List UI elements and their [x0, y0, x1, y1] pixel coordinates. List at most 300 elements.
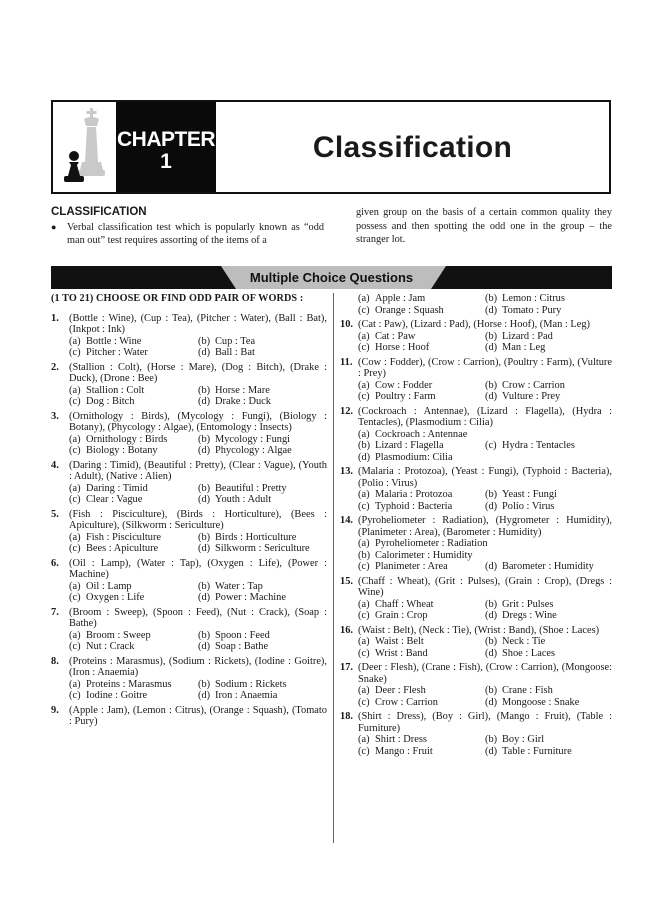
- answer-option: [198, 347, 327, 359]
- options-grid: [358, 599, 612, 622]
- option-text: Grain : Crop: [375, 610, 428, 621]
- question-number: 14.: [340, 515, 353, 526]
- option-letter: (d): [485, 500, 498, 512]
- option-letter: (c): [358, 610, 370, 621]
- option-text: Grit : Pulses: [502, 598, 554, 610]
- answer-option: [485, 391, 612, 403]
- answer-option: [358, 489, 485, 501]
- answer-option: [69, 494, 198, 506]
- left-question-list: [51, 313, 327, 728]
- answer-option: [485, 636, 612, 648]
- answer-option: [198, 434, 327, 446]
- option-text: Waist : Belt: [375, 636, 424, 647]
- option-letter: (c): [69, 690, 81, 701]
- option-letter: (d): [485, 304, 498, 316]
- answer-option: [358, 380, 485, 392]
- options-grid: [69, 385, 327, 408]
- option-text: Poultry : Farm: [375, 391, 436, 402]
- option-text: Power : Machine: [215, 592, 286, 603]
- answer-option: [358, 501, 485, 513]
- chapter-number: 1: [160, 150, 172, 173]
- question-text: (Waist : Belt), (Neck : Tie), (Wrist : Band), (Shoe : Laces): [358, 624, 600, 636]
- option-text: Bottle : Wine: [86, 335, 142, 347]
- answer-option: [198, 690, 327, 702]
- answer-option: [358, 561, 485, 573]
- question-number: 15.: [340, 575, 353, 587]
- question-item: [51, 705, 327, 728]
- option-text: Pyroheliometer : Radiation: [375, 538, 488, 549]
- options-grid: [69, 434, 327, 457]
- options-grid: [69, 532, 327, 555]
- answer-option: [358, 636, 485, 648]
- option-text: Drake : Duck: [215, 396, 271, 407]
- answer-option: [358, 648, 485, 660]
- bullet-icon: ●: [51, 221, 57, 232]
- answer-option: [485, 305, 612, 317]
- answer-option: [198, 494, 327, 506]
- question-number: 18.: [340, 711, 353, 722]
- options-row: [358, 429, 612, 441]
- option-text: Planimeter : Area: [375, 561, 448, 572]
- question-item: [340, 662, 612, 708]
- option-text: Silkworm : Sericulture: [215, 543, 310, 554]
- answer-option: [198, 532, 327, 544]
- option-letter: (b): [198, 580, 211, 592]
- answer-option: [69, 532, 198, 544]
- option-text: Iron : Anaemia: [215, 690, 278, 701]
- answer-option: [485, 440, 612, 452]
- question-item: [51, 313, 327, 359]
- question-item: [340, 576, 612, 622]
- question-number: 5.: [51, 508, 59, 520]
- option-text: Soap : Bathe: [215, 641, 269, 652]
- option-text: Proteins : Marasmus: [86, 678, 172, 690]
- answer-option: [198, 679, 327, 691]
- option-letter: (d): [198, 592, 211, 603]
- options-row: [358, 440, 612, 452]
- option-letter: (a): [358, 293, 370, 304]
- option-text: Orange : Squash: [375, 304, 444, 316]
- option-letter: (b): [198, 335, 211, 347]
- answer-option: [69, 543, 198, 555]
- option-letter: (a): [358, 598, 370, 610]
- question-text: (Ornithology : Birds), (Mycology : Fungi), (Biology : Botany), (Phycology : Algae), (Entomology : Insects): [69, 410, 327, 433]
- option-letter: (c): [358, 342, 370, 353]
- question-text: (Malaria : Protozoa), (Yeast : Fungi), (Typhoid : Bacteria), (Polio : Virus): [358, 466, 612, 489]
- option-text: Cockroach : Antennae: [375, 428, 468, 440]
- option-letter: (a): [358, 685, 370, 696]
- option-letter: (d): [198, 641, 211, 652]
- option-letter: (c): [358, 304, 370, 316]
- options-grid: [358, 489, 612, 512]
- question-number: 10.: [340, 319, 353, 330]
- question-text: (Stallion : Colt), (Horse : Mare), (Dog : Bitch), (Drake : Duck), (Drone : Bee): [69, 361, 327, 384]
- intro-left: [51, 206, 324, 248]
- options-grid: [69, 581, 327, 604]
- option-text: Tomato : Pury: [502, 304, 562, 316]
- options-row: [358, 538, 612, 550]
- option-text: Youth : Adult: [215, 494, 272, 505]
- option-text: Daring : Timid: [86, 482, 148, 494]
- option-letter: (b): [198, 433, 211, 445]
- answer-option: [69, 385, 198, 397]
- option-letter: (d): [198, 494, 211, 505]
- option-letter: (b): [198, 531, 211, 543]
- answer-option: [358, 734, 485, 746]
- answer-option: [198, 641, 327, 653]
- option-text: Nut : Crack: [86, 641, 135, 652]
- question-text: (Apple : Jam), (Lemon : Citrus), (Orange : Squash), (Tomato : Pury): [69, 704, 327, 727]
- option-letter: (b): [358, 440, 371, 451]
- answer-option: [198, 581, 327, 593]
- option-letter: (d): [485, 391, 498, 402]
- answer-option: [358, 697, 485, 709]
- answer-option: [69, 445, 198, 457]
- option-text: Table : Furniture: [502, 745, 572, 757]
- question-item: [51, 411, 327, 457]
- option-text: Iodine : Goitre: [86, 690, 148, 701]
- option-text: Man : Leg: [502, 342, 546, 353]
- option-letter: (d): [485, 696, 498, 708]
- question-item: [340, 711, 612, 757]
- option-letter: (d): [198, 690, 211, 701]
- section-heading: (1 TO 21) CHOOSE OR FIND ODD PAIR OF WORDS :: [51, 293, 304, 304]
- question-item: [340, 406, 612, 464]
- option-letter: (c): [358, 696, 370, 708]
- option-letter: (a): [358, 330, 370, 342]
- answer-option: [69, 679, 198, 691]
- question-number: 7.: [51, 606, 59, 618]
- option-letter: (b): [485, 734, 498, 745]
- option-letter: (c): [69, 494, 81, 505]
- answer-option: [69, 641, 198, 653]
- question-item: [51, 509, 327, 555]
- options-row: [358, 561, 612, 573]
- intro-right: given group on the basis of a certain common quality they possess and then spotting the odd one in the group – the stranger lot.: [356, 207, 612, 245]
- option-text: Biology : Botany: [86, 445, 158, 456]
- answer-option: [485, 746, 612, 758]
- option-text: Polio : Virus: [502, 500, 555, 512]
- answer-option: [485, 380, 612, 392]
- option-text: Mycology : Fungi: [215, 433, 291, 445]
- options-row: [358, 452, 612, 464]
- option-letter: (c): [69, 543, 81, 554]
- answer-option: [198, 445, 327, 457]
- option-letter: (a): [69, 531, 81, 543]
- question-number: 3.: [51, 410, 59, 422]
- option-text: Horse : Hoof: [375, 342, 430, 353]
- option-letter: (a): [358, 734, 370, 745]
- option-text: Typhoid : Bacteria: [375, 500, 453, 512]
- option-text: Spoon : Feed: [215, 629, 270, 641]
- option-text: Lizard : Pad: [502, 330, 553, 342]
- answer-option: [485, 599, 612, 611]
- option-letter: (a): [358, 538, 370, 549]
- question-number: 16.: [340, 624, 353, 636]
- intro-heading: CLASSIFICATION: [51, 206, 147, 218]
- chapter-title: Classification: [312, 131, 513, 164]
- answer-option: [198, 543, 327, 555]
- option-letter: (c): [358, 561, 370, 572]
- question-text: (Cow : Fodder), (Crow : Carrion), (Poultry : Farm), (Vulture : Prey): [358, 356, 612, 379]
- answer-option: [198, 385, 327, 397]
- answer-option: [69, 690, 198, 702]
- question-item: [51, 362, 327, 408]
- options-grid: [358, 331, 612, 354]
- question-item: [340, 319, 612, 354]
- option-letter: (b): [485, 598, 498, 610]
- answer-option: [485, 331, 612, 343]
- answer-option: [198, 336, 327, 348]
- option-letter: (c): [358, 647, 370, 659]
- option-text: Broom : Sweep: [86, 629, 151, 641]
- option-letter: (b): [485, 293, 498, 304]
- question-item: [51, 607, 327, 653]
- question-text: (Shirt : Dress), (Boy : Girl), (Mango : Fruit), (Table : Furniture): [358, 711, 612, 734]
- options-row: [358, 550, 612, 562]
- option-letter: (d): [485, 342, 498, 353]
- option-letter: (b): [198, 678, 211, 690]
- question-text: (Fish : Pisciculture), (Birds : Horticulture), (Bees : Apiculture), (Silkworm : Sericulture): [69, 508, 327, 531]
- question-item: [51, 656, 327, 702]
- question-item: [51, 558, 327, 604]
- answer-option: [485, 697, 612, 709]
- option-text: Birds : Horticulture: [215, 531, 297, 543]
- answer-option: [358, 342, 485, 354]
- intro-bullet: [51, 221, 324, 248]
- mcq-title: Multiple Choice Questions: [249, 270, 414, 285]
- option-text: Pitcher : Water: [86, 347, 148, 358]
- option-letter: (a): [69, 580, 81, 592]
- option-text: Neck : Tie: [502, 636, 546, 647]
- question-number: 1.: [51, 312, 59, 324]
- option-text: Lemon : Citrus: [502, 293, 565, 304]
- options-grid: [358, 636, 612, 659]
- option-text: Shirt : Dress: [375, 734, 427, 745]
- options-grid: [358, 380, 612, 403]
- question-item: [340, 515, 612, 573]
- question-text: (Cockroach : Antennae), (Lizard : Flagella), (Hydra : Tentacles), (Plasmodium : Cilia): [358, 405, 612, 428]
- question-text: (Bottle : Wine), (Cup : Tea), (Pitcher : Water), (Ball : Bat), (Inkpot : Ink): [69, 312, 327, 335]
- question-number: 12.: [340, 405, 353, 417]
- option-letter: (c): [69, 347, 81, 358]
- answer-option: [485, 610, 612, 622]
- option-letter: (d): [198, 543, 211, 554]
- mcq-banner: [51, 266, 612, 289]
- option-text: Ornithology : Birds: [86, 433, 168, 445]
- column-divider: [333, 293, 334, 843]
- answer-option: [69, 592, 198, 604]
- q9-options: [340, 293, 612, 316]
- option-letter: (c): [69, 396, 81, 407]
- option-letter: (c): [358, 745, 370, 757]
- option-letter: (a): [358, 636, 370, 647]
- answer-option: [358, 452, 612, 464]
- question-number: 4.: [51, 459, 59, 471]
- option-letter: (d): [485, 745, 498, 757]
- option-letter: (c): [358, 500, 370, 512]
- option-letter: (a): [69, 482, 81, 494]
- answer-option: [358, 685, 485, 697]
- answer-option: [358, 538, 612, 550]
- option-letter: (c): [69, 445, 81, 456]
- question-number: 2.: [51, 361, 59, 373]
- question-text: (Daring : Timid), (Beautiful : Pretty), (Clear : Vague), (Youth : Adult), (Native : Alien): [69, 459, 327, 482]
- option-text: Hydra : Tentacles: [502, 440, 575, 451]
- option-text: Horse : Mare: [215, 384, 270, 396]
- option-text: Stallion : Colt: [86, 384, 145, 396]
- option-letter: (b): [485, 685, 498, 696]
- option-letter: (a): [69, 629, 81, 641]
- chess-pieces-icon: [53, 102, 116, 192]
- answer-option: [358, 391, 485, 403]
- option-text: Bees : Apiculture: [86, 543, 159, 554]
- question-text: (Proteins : Marasmus), (Sodium : Rickets), (Iodine : Goitre), (Iron : Anaemia): [69, 655, 327, 678]
- option-letter: (b): [198, 384, 211, 396]
- answer-option: [485, 489, 612, 501]
- option-letter: (a): [69, 384, 81, 396]
- option-text: Beautiful : Pretty: [215, 482, 287, 494]
- answer-option: [69, 336, 198, 348]
- answer-option: [358, 550, 612, 562]
- option-text: Yeast : Fungi: [502, 489, 557, 500]
- option-text: Water : Tap: [215, 580, 263, 592]
- answer-option: [69, 396, 198, 408]
- option-letter: (d): [198, 445, 211, 456]
- option-text: Malaria : Protozoa: [375, 489, 453, 500]
- option-text: Apple : Jam: [375, 293, 426, 304]
- option-text: Crow : Carrion: [375, 696, 438, 708]
- option-letter: (c): [69, 641, 81, 652]
- options-grid: [358, 685, 612, 708]
- answer-option: [198, 483, 327, 495]
- question-number: 17.: [340, 662, 353, 673]
- options-grid: [69, 483, 327, 506]
- answer-option: [485, 561, 612, 573]
- answer-option: [485, 648, 612, 660]
- question-number: 11.: [340, 356, 353, 368]
- answer-option: [358, 599, 485, 611]
- right-question-list: [340, 319, 612, 757]
- option-letter: (d): [198, 396, 211, 407]
- answer-option: [69, 434, 198, 446]
- answer-option: [358, 293, 485, 305]
- option-letter: (d): [485, 561, 498, 572]
- answer-option: [69, 630, 198, 642]
- answer-option: [485, 734, 612, 746]
- option-text: Cow : Fodder: [375, 379, 433, 391]
- option-text: Dog : Bitch: [86, 396, 135, 407]
- option-text: Plasmodium: Cilia: [375, 451, 453, 463]
- option-letter: (b): [198, 629, 211, 641]
- option-letter: (a): [69, 678, 81, 690]
- chapter-label: CHAPTER: [116, 128, 215, 151]
- option-text: Cat : Paw: [375, 330, 416, 342]
- option-letter: (b): [358, 549, 371, 561]
- chapter-header: [51, 100, 611, 194]
- option-text: Calorimeter : Humidity: [375, 549, 473, 561]
- option-letter: (a): [69, 335, 81, 347]
- question-text: (Oil : Lamp), (Water : Tap), (Oxygen : Life), (Power : Machine): [69, 557, 327, 580]
- option-text: Chaff : Wheat: [375, 598, 434, 610]
- intro-bullet-text: Verbal classification test which is popularly known as “odd man out” test requires assorting of the items of a: [67, 221, 324, 246]
- question-item: [340, 466, 612, 512]
- chapter-badge: [116, 102, 216, 192]
- option-letter: (b): [198, 482, 211, 494]
- options-grid: [358, 734, 612, 757]
- option-letter: (b): [485, 636, 498, 647]
- option-letter: (b): [485, 489, 498, 500]
- answer-option: [485, 685, 612, 697]
- option-text: Vulture : Prey: [502, 391, 561, 402]
- option-letter: (c): [69, 592, 81, 603]
- question-item: [340, 357, 612, 403]
- question-number: 8.: [51, 655, 59, 667]
- answer-option: [485, 501, 612, 513]
- option-text: Cup : Tea: [215, 335, 256, 347]
- option-letter: (d): [485, 647, 498, 659]
- options-grid: [69, 336, 327, 359]
- option-letter: (c): [358, 391, 370, 402]
- question-text: (Pyroheliometer : Radiation), (Hygrometer : Humidity), (Planimeter : Area), (Barometer : Humidity): [358, 515, 612, 538]
- answer-option: [485, 342, 612, 354]
- option-text: Mongoose : Snake: [502, 696, 580, 708]
- option-text: Boy : Girl: [502, 734, 545, 745]
- question-item: [340, 625, 612, 660]
- option-letter: (a): [358, 379, 370, 391]
- option-letter: (a): [358, 489, 370, 500]
- answer-option: [485, 293, 612, 305]
- option-letter: (a): [69, 433, 81, 445]
- option-text: Wrist : Band: [375, 647, 428, 659]
- option-letter: (d): [198, 347, 211, 358]
- option-letter: (b): [485, 330, 498, 342]
- option-letter: (d): [358, 451, 371, 463]
- question-item: [51, 460, 327, 506]
- question-text: (Chaff : Wheat), (Grit : Pulses), (Grain : Crop), (Dregs : Wine): [358, 575, 612, 598]
- answer-option: [358, 440, 485, 452]
- option-text: Fish : Pisciculture: [86, 531, 162, 543]
- question-number: 9.: [51, 704, 59, 716]
- answer-option: [358, 429, 612, 441]
- options-grid: [69, 679, 327, 702]
- option-letter: (a): [358, 428, 370, 440]
- option-text: Clear : Vague: [86, 494, 143, 505]
- option-text: Mango : Fruit: [375, 745, 433, 757]
- question-number: 6.: [51, 557, 59, 569]
- answer-option: [69, 581, 198, 593]
- option-letter: (d): [485, 610, 498, 621]
- option-text: Oxygen : Life: [86, 592, 145, 603]
- question-text: (Deer : Flesh), (Crane : Fish), (Crow : Carrion), (Mongoose: Snake): [358, 662, 612, 685]
- answer-option: [358, 610, 485, 622]
- option-letter: (b): [485, 379, 498, 391]
- option-text: Phycology : Algae: [215, 445, 292, 456]
- left-column: [51, 293, 327, 731]
- answer-option: [198, 396, 327, 408]
- question-number: 13.: [340, 466, 353, 477]
- answer-option: [358, 331, 485, 343]
- option-text: Barometer : Humidity: [502, 561, 594, 572]
- right-column: [340, 293, 612, 760]
- question-text: (Cat : Paw), (Lizard : Pad), (Horse : Hoof), (Man : Leg): [358, 319, 590, 330]
- answer-option: [69, 483, 198, 495]
- option-text: Crow : Carrion: [502, 379, 565, 391]
- option-text: Sodium : Rickets: [215, 678, 287, 690]
- option-text: Oil : Lamp: [86, 580, 132, 592]
- option-letter: (c): [485, 440, 497, 451]
- option-text: Deer : Flesh: [375, 685, 426, 696]
